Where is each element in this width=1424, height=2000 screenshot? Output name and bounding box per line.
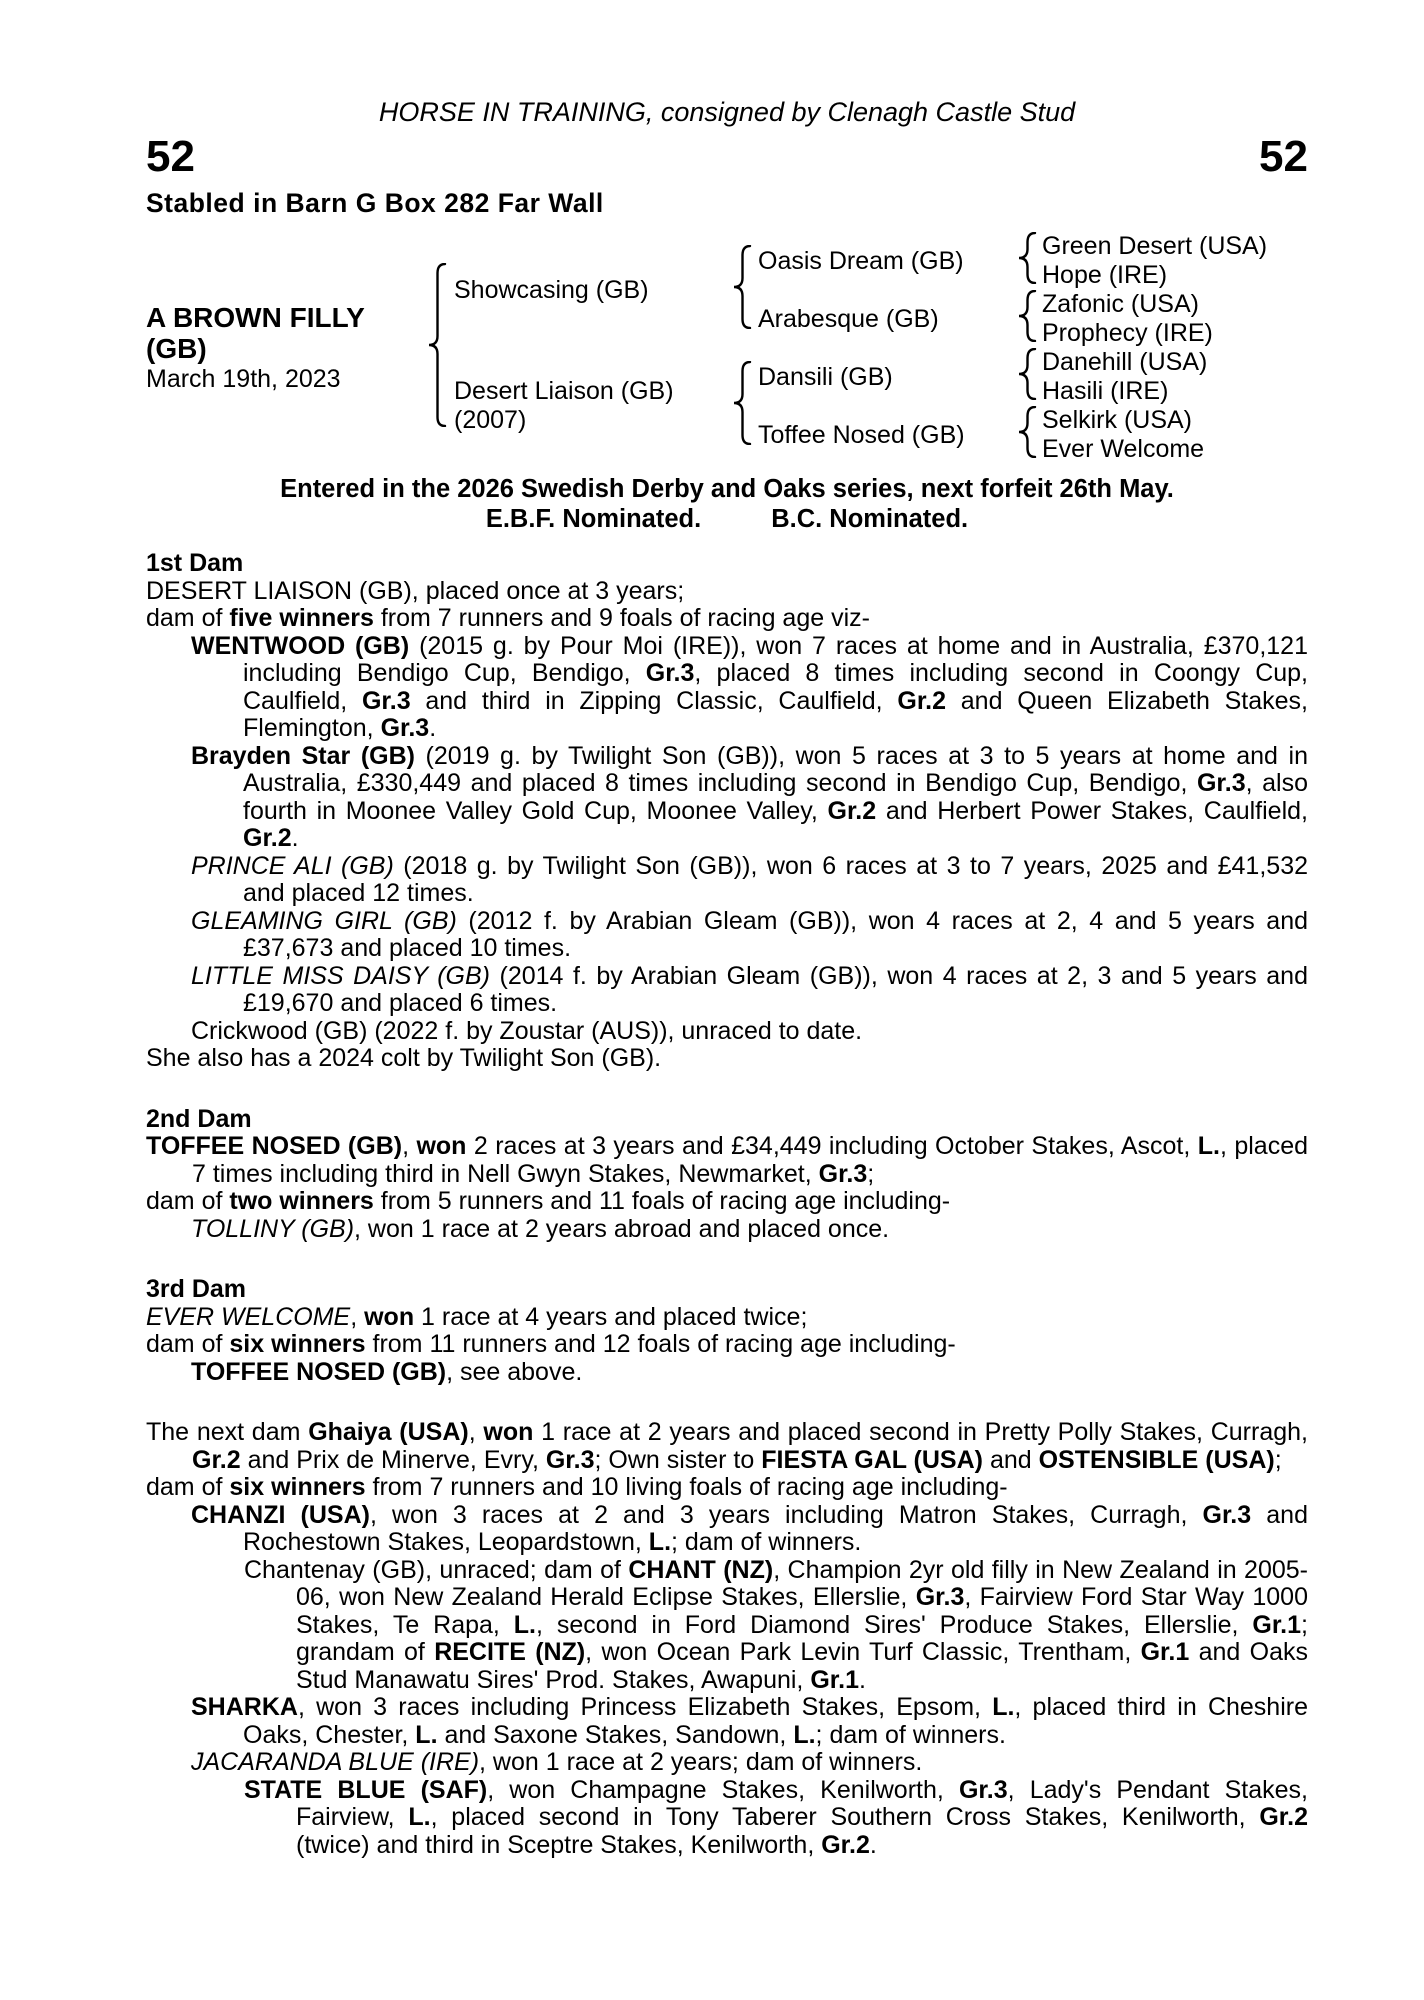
pedigree-great-grandparent-7: Ever Welcome <box>1042 435 1205 463</box>
lot-number-left: 52 <box>146 132 195 181</box>
brace-gg-pair-1 <box>1010 290 1042 348</box>
text-segment: The next dam <box>146 1418 309 1446</box>
text-segment: (twice) and third in Sceptre Stakes, Kenilworth, <box>296 1830 822 1859</box>
text-segment: TOFFEE NOSED (GB) <box>146 1132 403 1160</box>
text-segment: and Queen Elizabeth Stakes, Flemington, <box>243 686 1308 742</box>
text-segment: L. <box>1197 1132 1220 1160</box>
paragraph <box>146 1304 1308 1332</box>
pedigree-great-grandparent-5: Hasili (IRE) <box>1042 377 1169 405</box>
curly-brace-icon <box>730 245 752 336</box>
text-segment: ; <box>867 1159 875 1188</box>
text-segment: and <box>983 1445 1039 1474</box>
text-segment: STATE BLUE (SAF) <box>244 1775 488 1804</box>
text-segment: Gr.2 <box>192 1445 241 1474</box>
text-segment: won <box>416 1132 467 1160</box>
text-segment: dam of <box>146 1330 230 1358</box>
paragraph <box>146 1749 1308 1777</box>
text-segment: Gr.2 <box>821 1830 870 1859</box>
text-segment: , <box>402 1132 417 1160</box>
curly-brace-icon <box>730 361 752 452</box>
text-segment: , placed third in Cheshire Oaks, Chester, <box>243 1693 1308 1749</box>
paragraph <box>146 1045 1308 1073</box>
pedigree-great-grandparent-2: Zafonic (USA) <box>1042 290 1199 318</box>
text-segment: five winners <box>229 604 374 632</box>
text-segment: , won Ocean Park Levin Turf Classic, Trentham, <box>585 1638 1141 1666</box>
engagements-line1: Entered in the 2026 Swedish Derby and Oaks series, next forfeit 26th May. <box>280 475 1174 503</box>
paragraph <box>146 605 1308 633</box>
pedigree-great-grandparent-0: Green Desert (USA) <box>1042 232 1268 260</box>
text-segment: , won 3 races including Princess Elizabeth Stakes, Epsom, <box>297 1693 993 1721</box>
text-segment: L. <box>415 1720 438 1749</box>
paragraph <box>146 1018 1308 1046</box>
pedigree-grandparent-3: Toffee Nosed (GB) <box>758 420 965 449</box>
page-title: HORSE IN TRAINING, consigned by Clenagh Castle Stud <box>378 97 1076 127</box>
text-segment: . <box>869 1830 877 1859</box>
paragraph <box>146 853 1308 908</box>
paragraph <box>146 1419 1308 1474</box>
text-segment: Gr.1 <box>1252 1610 1302 1639</box>
curly-brace-icon <box>1015 232 1037 291</box>
text-segment: L. <box>513 1610 536 1639</box>
text-segment: Gr.2 <box>827 796 877 825</box>
section-heading: 2nd Dam <box>146 1104 252 1133</box>
text-segment: ; dam of winners. <box>671 1528 862 1556</box>
pedigree-note-section <box>146 1419 1308 1859</box>
text-segment: Gr.3 <box>958 1775 1008 1804</box>
text-segment: , also fourth in Moonee Valley Gold Cup, Moonee Valley, <box>243 769 1308 825</box>
stable-location: Stabled in Barn G Box 282 Far Wall <box>146 188 604 218</box>
paragraph <box>146 1694 1308 1749</box>
pedigree-sire: Showcasing (GB) <box>454 275 649 304</box>
paragraph <box>146 1502 1308 1557</box>
text-segment: , won 1 race at 2 years abroad and placed once. <box>354 1214 890 1243</box>
text-segment: ; dam of winners. <box>815 1720 1006 1749</box>
pedigree-grandparent-2: Dansili (GB) <box>758 362 893 391</box>
paragraph <box>146 1133 1308 1188</box>
pedigree-great-grandparent-6: Selkirk (USA) <box>1042 406 1193 434</box>
pedigree-tree <box>146 232 1308 464</box>
pedigree-note-section <box>146 1276 1308 1386</box>
text-segment: . <box>429 714 437 742</box>
text-segment: Gr.1 <box>1140 1638 1190 1666</box>
text-segment: RECITE (NZ) <box>434 1638 586 1666</box>
text-segment: Gr.2 <box>897 686 947 715</box>
text-segment: dam of <box>146 1473 230 1501</box>
text-segment: from 5 runners and 11 foals of racing age including- <box>373 1187 951 1215</box>
text-segment: CHANT (NZ) <box>628 1555 774 1584</box>
subject-name-line1: A BROWN FILLY <box>146 301 365 333</box>
text-segment: She also has a 2024 colt by Twilight Son (GB). <box>146 1044 662 1072</box>
brace-sire-dam <box>418 232 454 464</box>
brace-gg-pair-3 <box>1010 406 1042 464</box>
text-segment: Gr.3 <box>380 714 430 742</box>
pedigree-grandparent-0: Oasis Dream (GB) <box>758 246 964 275</box>
pedigree-great-grandparent-1: Hope (IRE) <box>1042 261 1168 289</box>
text-segment: dam of <box>146 604 230 632</box>
text-segment: TOFFEE NOSED (GB) <box>191 1357 447 1386</box>
text-segment: 1 race at 2 years and placed second in Pretty Polly Stakes, Curragh, <box>533 1418 1308 1446</box>
text-segment: L. <box>408 1803 431 1831</box>
subject-foaling-date: March 19th, 2023 <box>146 364 341 393</box>
pedigree-great-grandparent-3: Prophecy (IRE) <box>1042 319 1213 347</box>
text-segment: Gr.3 <box>361 686 411 715</box>
brace-sire-parents <box>724 232 758 348</box>
text-segment: ; Own sister to <box>594 1445 762 1474</box>
catalog-body <box>146 550 1308 1859</box>
paragraph <box>146 633 1308 743</box>
text-segment: TOLLINY (GB) <box>191 1214 355 1243</box>
brace-gg-pair-0 <box>1010 232 1042 290</box>
engagements-line2 <box>146 504 1308 534</box>
text-segment: . <box>291 824 299 852</box>
subject-name-line2: (GB) <box>146 332 207 364</box>
curly-brace-icon <box>1015 290 1037 349</box>
lot-number-row <box>146 134 1308 180</box>
text-segment: SHARKA <box>191 1693 298 1721</box>
text-segment: , placed 7 times including third in Nell Gwyn Stakes, Newmarket, <box>192 1132 1308 1188</box>
text-segment: Brayden Star (GB) <box>191 741 415 770</box>
text-segment: Gr.2 <box>243 824 292 852</box>
text-segment: (2012 f. by Arabian Gleam (GB)), won 4 races at 2, 4 and 5 years and £37,673 and placed 10 times. <box>243 906 1308 962</box>
text-segment: won <box>483 1418 534 1446</box>
text-segment: GLEAMING GIRL (GB) <box>191 906 457 935</box>
text-segment: , see above. <box>446 1357 583 1386</box>
text-segment: Gr.3 <box>545 1445 595 1474</box>
text-segment: , <box>350 1302 365 1331</box>
text-segment: ; <box>1274 1445 1282 1474</box>
text-segment: , Champion 2yr old filly in New Zealand in 2005-06, won New Zealand Herald Eclipse Stakes, Ellerslie, <box>296 1555 1308 1611</box>
paragraph <box>146 1216 1308 1244</box>
text-segment: (2014 f. by Arabian Gleam (GB)), won 4 races at 2, 3 and 5 years and £19,670 and placed 6 times. <box>243 961 1308 1017</box>
bc-nominated: B.C. Nominated. <box>771 505 969 533</box>
text-segment: 2 races at 3 years and £34,449 including October Stakes, Ascot, <box>466 1132 1198 1160</box>
paragraph <box>146 908 1308 963</box>
text-segment: , won Champagne Stakes, Kenilworth, <box>487 1775 959 1804</box>
text-segment: JACARANDA BLUE (IRE) <box>191 1748 480 1776</box>
brace-gg-pair-2 <box>1010 348 1042 406</box>
text-segment: from 7 runners and 9 foals of racing age viz- <box>373 604 870 632</box>
paragraph <box>146 743 1308 853</box>
text-segment: Chantenay (GB), unraced; dam of <box>244 1555 629 1584</box>
text-segment: FIESTA GAL (USA) <box>761 1445 983 1474</box>
text-segment: , Fairview Ford Star Way 1000 Stakes, Te Rapa, <box>296 1583 1308 1639</box>
text-segment: , Lady's Pendant Stakes, Fairview, <box>296 1775 1308 1831</box>
text-segment: and Herbert Power Stakes, Caulfield, <box>876 796 1308 825</box>
lot-number-right: 52 <box>1259 132 1308 181</box>
text-segment: WENTWOOD (GB) <box>191 631 410 660</box>
text-segment: . <box>858 1665 866 1694</box>
text-segment: Crickwood (GB) (2022 f. by Zoustar (AUS)), unraced to date. <box>191 1016 863 1045</box>
text-segment: ; grandam of <box>296 1610 1308 1666</box>
paragraph <box>146 1331 1308 1359</box>
text-segment: , placed second in Tony Taberer Southern Cross Stakes, Kenilworth, <box>430 1803 1260 1831</box>
text-segment: LITTLE MISS DAISY (GB) <box>191 961 490 990</box>
paragraph <box>146 1474 1308 1502</box>
text-segment: L. <box>992 1693 1015 1721</box>
text-segment: Gr.3 <box>818 1159 868 1188</box>
text-segment: dam of <box>146 1187 230 1215</box>
text-segment: , won 1 race at 2 years; dam of winners. <box>479 1748 923 1776</box>
pedigree-dam-year: (2007) <box>454 406 527 434</box>
text-segment: L. <box>648 1528 672 1556</box>
engagements <box>146 474 1308 534</box>
text-segment: 1 race at 4 years and placed twice; <box>414 1302 808 1331</box>
text-segment: Gr.1 <box>810 1665 859 1694</box>
paragraph <box>146 963 1308 1018</box>
text-segment: Gr.3 <box>645 659 695 687</box>
text-segment: and Prix de Minerve, Evry, <box>240 1445 546 1474</box>
text-segment: Gr.3 <box>1196 769 1246 797</box>
text-segment: L. <box>793 1720 816 1749</box>
text-segment: , <box>468 1418 484 1446</box>
brace-dam-parents <box>724 348 758 464</box>
text-segment: Gr.2 <box>1259 1803 1308 1831</box>
curly-brace-icon <box>1015 348 1037 407</box>
text-segment: and Saxone Stakes, Sandown, <box>437 1720 794 1749</box>
text-segment: Gr.3 <box>915 1583 965 1611</box>
pedigree-note-section <box>146 1106 1308 1244</box>
pedigree-note-section <box>146 550 1308 1073</box>
text-segment: and Oaks Stud Manawatu Sires' Prod. Stakes, Awapuni, <box>296 1638 1308 1694</box>
text-segment: (2019 g. by Twilight Son (GB)), won 5 races at 3 to 5 years at home and in Australia, £330,449 and placed 8 times including second in Bendigo Cup, Bendigo, <box>243 741 1308 797</box>
text-segment: DESERT LIAISON (GB), placed once at 3 years; <box>146 576 685 605</box>
pedigree-dam <box>454 377 724 435</box>
pedigree-great-grandparent-4: Danehill (USA) <box>1042 348 1208 376</box>
text-segment: Ghaiya (USA) <box>308 1418 469 1446</box>
curly-brace-icon <box>425 263 447 434</box>
ebf-nominated: E.B.F. Nominated. <box>485 505 702 533</box>
text-segment: from 11 runners and 12 foals of racing age including- <box>365 1330 956 1358</box>
text-segment: (2018 g. by Twilight Son (GB)), won 6 races at 3 to 7 years, 2025 and £41,532 and placed 12 times. <box>243 851 1308 907</box>
curly-brace-icon <box>1015 406 1037 465</box>
paragraph <box>146 1777 1308 1860</box>
text-segment: CHANZI (USA) <box>191 1500 370 1529</box>
text-segment: two winners <box>229 1187 374 1215</box>
text-segment: and Rochestown Stakes, Leopardstown, <box>243 1500 1308 1556</box>
text-segment: six winners <box>229 1330 366 1358</box>
text-segment: six winners <box>229 1473 366 1501</box>
pedigree-grandparent-1: Arabesque (GB) <box>758 304 939 333</box>
section-heading: 3rd Dam <box>146 1275 247 1303</box>
text-segment: EVER WELCOME <box>146 1302 351 1331</box>
paragraph <box>146 1557 1308 1695</box>
text-segment: won <box>364 1302 415 1331</box>
text-segment: , placed 8 times including second in Coongy Cup, Caulfield, <box>243 659 1309 715</box>
paragraph <box>146 1188 1308 1216</box>
paragraph <box>146 578 1308 606</box>
text-segment: OSTENSIBLE (USA) <box>1038 1445 1275 1474</box>
text-segment: (2015 g. by Pour Moi (IRE)), won 7 races at home and in Australia, £370,121 including Bendigo Cup, Bendigo, <box>243 631 1308 687</box>
pedigree-subject <box>146 302 418 395</box>
text-segment: , won 3 races at 2 and 3 years including Matron Stakes, Curragh, <box>369 1500 1203 1529</box>
pedigree-dam-name: Desert Liaison (GB) <box>454 377 674 405</box>
text-segment: from 7 runners and 10 living foals of racing age including- <box>365 1473 1008 1501</box>
text-segment: PRINCE ALI (GB) <box>191 851 394 880</box>
text-segment: Gr.3 <box>1202 1500 1252 1529</box>
section-heading: 1st Dam <box>146 549 244 577</box>
text-segment: and third in Zipping Classic, Caulfield, <box>410 686 898 715</box>
text-segment: , second in Ford Diamond Sires' Produce Stakes, Ellerslie, <box>536 1610 1253 1639</box>
paragraph <box>146 1359 1308 1387</box>
